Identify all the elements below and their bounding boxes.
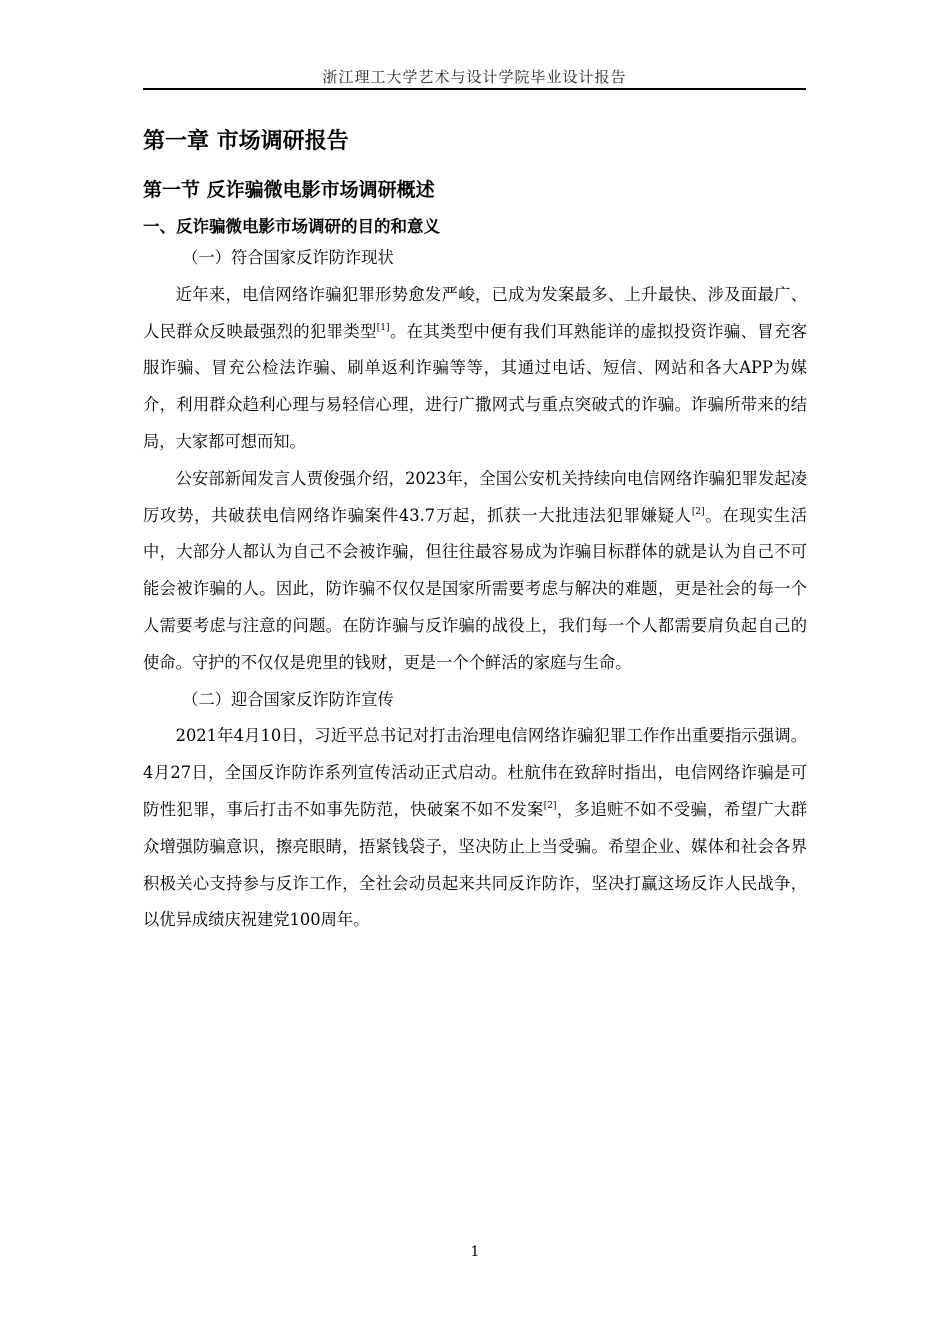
running-header: 浙江理工大学艺术与设计学院毕业设计报告 — [322, 68, 627, 86]
page-number: 1 — [470, 1244, 480, 1260]
citation-ref: [2] — [691, 506, 705, 517]
section-title: 第一节 反诈骗微电影市场调研概述 — [143, 179, 435, 201]
header-rule — [143, 88, 806, 90]
paragraph-3 — [143, 718, 807, 939]
chapter-title: 第一章 市场调研报告 — [143, 129, 349, 154]
paragraph-2-text-b: 。在现实生活中，大部分人都认为自己不会被诈骗，但往往最容易成为诈骗目标群体的就是认为自己不可能会被诈骗的人。因此，防诈骗不仅仅是国家所需要考虑与解决的难题，更是社会的每一个人需要考虑与注意的问题。在防诈骗与反诈骗的战役上，我们每一个人都需要肩负起自己的使命。守护的不仅仅是兜里的钱财，更是一个个鲜活的家庭与生命。 — [143, 505, 807, 672]
paragraph-2 — [143, 461, 807, 682]
paragraph-3-text-b: ，多追赃不如不受骗，希望广大群众增强防骗意识，擦亮眼睛，捂紧钱袋子，坚决防止上当受骗。希望企业、媒体和社会各界积极关心支持参与反诈工作，全社会动员起来共同反诈防诈，坚决打赢这场反诈人民战争，以优异成绩庆祝建党100周年。 — [143, 799, 807, 930]
paragraph-1 — [143, 277, 807, 461]
paragraph-2-text-a: 公安部新闻发言人贾俊强介绍，2023年，全国公安机关持续向电信网络诈骗犯罪发起凌厉攻势，共破获电信网络诈骗案件43.7万起，抓获一大批违法犯罪嫌疑人 — [143, 468, 807, 525]
subsection-title: 一、反诈骗微电影市场调研的目的和意义 — [143, 217, 440, 236]
paragraph-1-text-b: 。在其类型中便有我们耳熟能详的虚拟投资诈骗、冒充客服诈骗、冒充公检法诈骗、刷单返利诈骗等等，其通过电话、短信、网站和各大APP为媒介，利用群众趋利心理与易轻信心理，进行广撒网式与重点突破式的诈骗。诈骗所带来的结局，大家都可想而知。 — [143, 321, 807, 451]
sub-heading-1: （一）符合国家反诈防诈现状 — [182, 248, 394, 267]
paragraph-1-text-a: 近年来，电信网络诈骗犯罪形势愈发严峻，已成为发案最多、上升最快、涉及面最广、人民群众反映最强烈的犯罪类型 — [143, 284, 807, 341]
paragraph-3-text-a: 2021年4月10日，习近平总书记对打击治理电信网络诈骗犯罪工作作出重要指示强调。4月27日，全国反诈防诈系列宣传活动正式启动。杜航伟在致辞时指出，电信网络诈骗是可防性犯罪，事后打击不如事先防范，快破案不如不发案 — [143, 726, 807, 819]
body-content — [143, 240, 807, 939]
sub-heading-2: （二）迎合国家反诈防诈宣传 — [182, 689, 394, 709]
citation-ref: [1] — [376, 322, 390, 333]
citation-ref: [2] — [543, 800, 557, 811]
